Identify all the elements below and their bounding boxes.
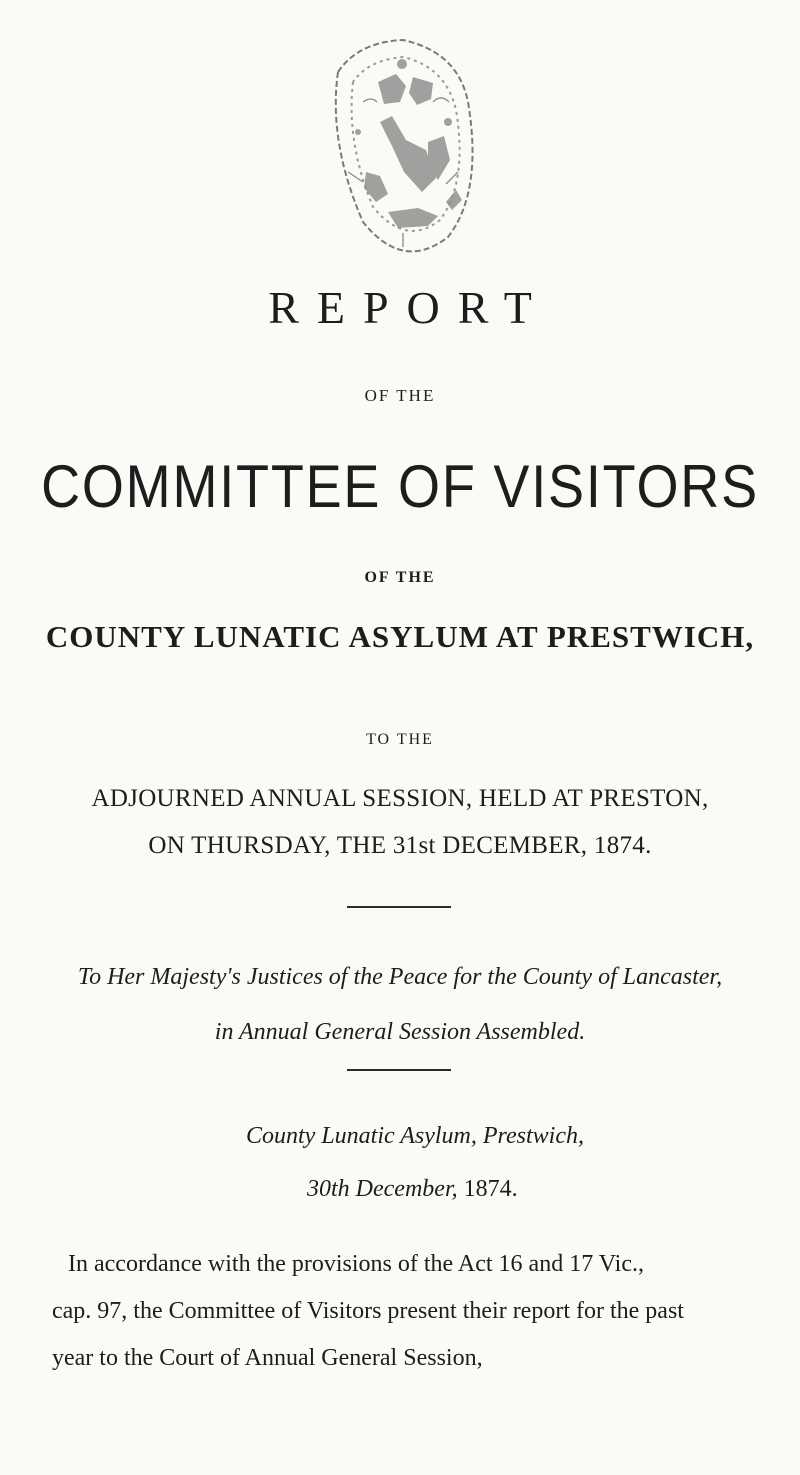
address-line-2: in Annual General Session Assembled. [214,1019,586,1045]
dateline-date [307,1176,518,1203]
body-paragraph [52,1241,762,1382]
dateline-day: 30th [307,1176,350,1202]
session-line-1: ADJOURNED ANNUAL SESSION, HELD AT PRESTON, [91,785,709,812]
dateline-year: 1874. [463,1176,518,1202]
report-heading: REPORT [268,282,550,333]
asylum-heading: COUNTY LUNATIC ASYLUM AT PRESTWICH, [45,619,755,654]
of-the-label: OF THE [364,386,436,405]
body-line-1: In accordance with the provisions of the Act 16 and 17 Vic., [68,1251,644,1277]
dateline-place: County Lunatic Asylum, Prestwich, [246,1123,584,1149]
session-line-2: ON THURSDAY, THE 31st DECEMBER, 1874. [148,832,652,859]
divider-rule-2 [347,1069,451,1071]
committee-heading: COMMITTEE OF VISITORS [41,453,759,520]
dateline-month: December, [355,1176,458,1202]
divider-rule [347,906,451,908]
address-line-1: To Her Majesty's Justices of the Peace for the County of Lancaster, [77,964,723,990]
of-the-label-2: OF THE [364,569,436,586]
to-the-label: TO THE [366,731,434,748]
body-line-3: year to the Court of Annual General Session, [52,1345,483,1371]
body-line-2: cap. 97, the Committee of Visitors present their report for the past [52,1298,684,1324]
county-seal-icon [318,22,488,272]
